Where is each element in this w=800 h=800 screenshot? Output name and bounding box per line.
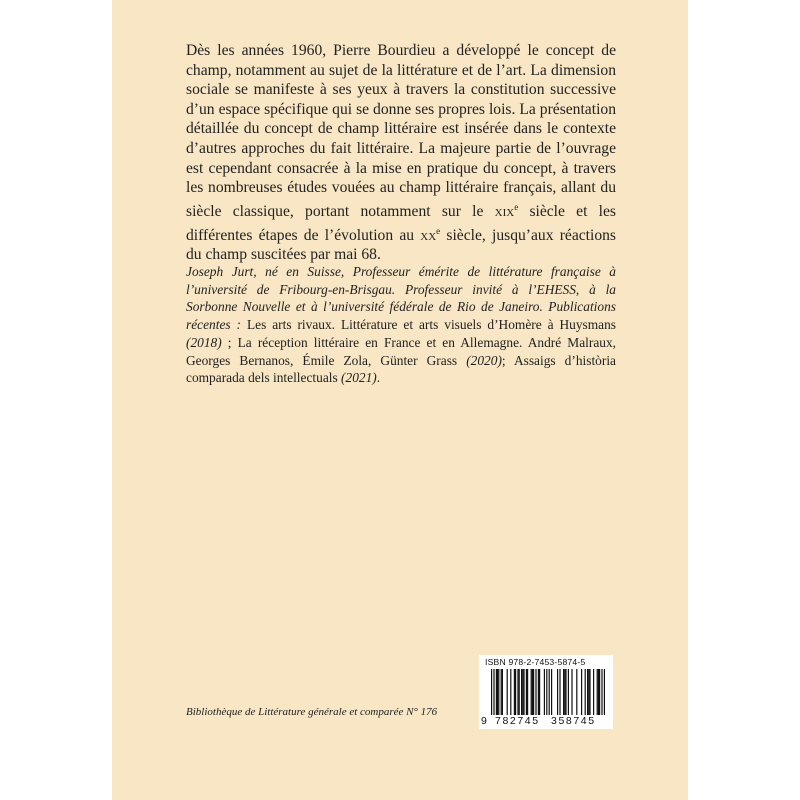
author-bio [186,263,616,387]
publication-2: ; La réception littéraire en France et en Allemagne. André Malraux, Georges Bernanos, Émile Zola, Günter Grass [186,334,616,368]
barcode-bar [532,669,533,715]
barcode-bar [501,669,502,715]
summary-text-end: siècle, jusqu’aux réactions du champ suscitées par mai 68. [186,226,616,264]
barcode-bar [587,669,588,715]
barcode-bar [498,669,499,715]
isbn-label: ISBN 978-2-7453-5874-5 [485,657,586,667]
barcode-bar [598,669,599,715]
barcode-bar [564,669,565,715]
barcode-bar [585,669,586,715]
barcode-bar [559,669,560,715]
barcode-bar [535,669,536,715]
summary-text: Dès les années 1960, Pierre Bourdieu a développé le concept de champ, notamment au sujet de la littérature et de l’art. La dimension sociale se manifeste à ses yeux à travers la constitution successive d’un espace spécifique qui se donne ses propres lois. La présentation détaillée du concept de champ littéraire est insérée dans le contexte d’autres approches du fait littéraire. La majeure partie de l’ouvrage est cependant consacrée à la mise en pratique du concept, à travers les nombreuses études vouées au champ littéraire français, allant du siècle classique, portant notamment sur le [186,42,616,220]
barcode-bar [515,669,516,715]
century-19: xix [494,202,515,220]
barcode-bar [526,669,527,715]
barcode-bar [531,669,532,715]
barcode-bar [523,669,524,715]
barcode-bar [522,669,523,715]
barcode-bar [538,669,539,715]
book-summary [186,41,616,265]
barcode-bar [599,669,600,715]
publication-3: ; Assaigs d’història comparada dels intellectuals [186,352,616,386]
barcode-bar [563,669,564,715]
barcode-bar [604,669,605,715]
barcode-bar [514,669,515,715]
series-name: Bibliothèque de Littérature générale et comparée N° 176 [186,706,438,718]
barcode-digits [479,715,613,729]
century-20: xx [420,226,437,244]
barcode-bar [557,669,558,715]
barcode-bar [588,669,589,715]
barcode-bar [565,669,566,715]
barcode-bar [510,669,511,715]
barcode-digit-lead: 9 [481,715,487,727]
barcode-bar [519,669,520,715]
barcode-bar [527,669,528,715]
publication-3-year: (2021) [341,370,377,386]
barcode-bar [571,669,572,715]
barcode-bar [497,669,498,715]
bio-end: . [376,370,381,386]
author-bio-intro: Joseph Jurt, né en Suisse, Professeur émérite de littérature française à l’université de Fribourg-en-Brisgau. Professeur invité à l’EHESS, à la Sorbonne Nouvelle et à l’université fédérale de Rio de Janeiro. Publications récentes : [186,264,616,333]
barcode-bar [544,669,545,715]
barcode-bar [551,669,552,715]
barcode-bar [576,669,577,715]
barcode-bar [589,669,590,715]
barcode-digits-left: 782745 [495,715,540,727]
barcode-bar [568,669,569,715]
barcode-bar [581,669,582,715]
book-back-cover [112,0,688,800]
century-19-suffix: e [514,201,519,212]
barcode-bar [507,669,508,715]
barcode-bar [517,669,518,715]
barcode-bar [601,669,602,715]
century-20-suffix: e [436,225,441,236]
isbn-barcode [479,655,613,729]
barcode-bars [479,669,613,715]
barcode-bar [546,669,547,715]
barcode-bar [502,669,503,715]
publication-1-year: (2018) [186,334,222,350]
barcode-digits-right: 358745 [551,715,596,727]
barcode-bar [597,669,598,715]
barcode-bar [496,669,497,715]
barcode-bar [533,669,534,715]
barcode-bar [593,669,594,715]
publication-1: Les arts rivaux. Littérature et arts visuels d’Homère à Huysmans [241,317,617,333]
barcode-bar [493,669,494,715]
publication-2-year: (2020) [466,352,502,368]
barcode-bar [549,669,550,715]
summary-text-mid: siècle et les différentes étapes de l’évolution au [186,202,616,244]
barcode-bar [521,669,522,715]
barcode-bar [491,669,492,715]
barcode-bar [539,669,540,715]
